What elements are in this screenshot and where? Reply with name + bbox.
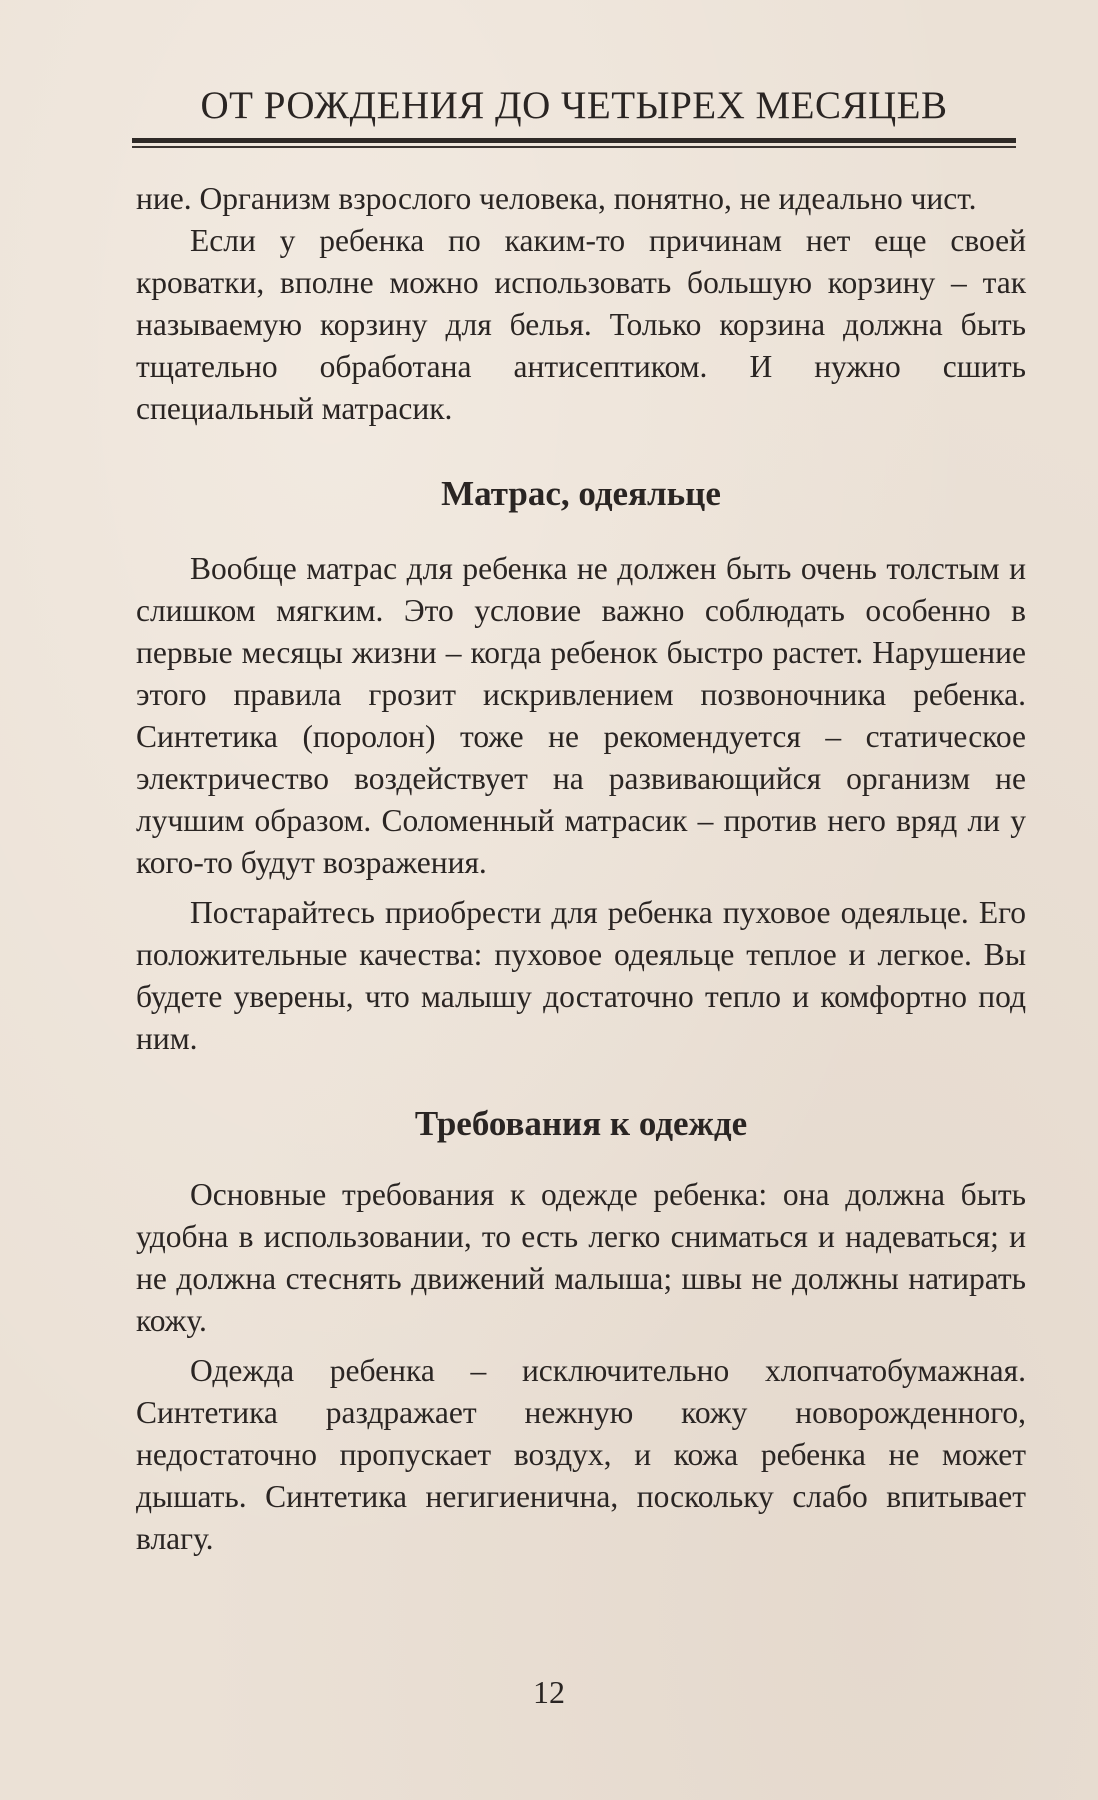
header-rule-thin (132, 146, 1016, 148)
page-number: 12 (533, 1674, 565, 1710)
section-heading-clothing: Требования к одежде (414, 1104, 748, 1143)
continued-paragraph: ние. Организм взрослого человека, понятно, не идеально чист. (136, 181, 977, 216)
section-heading-mattress: Матрас, одеяльце (441, 474, 721, 513)
paragraph-clothing-requirements: Основные требования к одежде ребенка: она должна быть удобна в использовании, то есть легко сниматься и надеваться; и не должна стеснять движений малыша; швы не должны натирать кожу. (136, 1177, 1026, 1338)
paragraph-blanket: Постарайтесь приобрести для ребенка пуховое одеяльце. Его положительные качества: пуховое одеяльце теплое и легкое. Вы будете уверены, что малышу достаточно тепло и комфортно под ним. (136, 895, 1026, 1056)
paragraph-clothing-cotton: Одежда ребенка – исключительно хлопчатобумажная. Синтетика раздражает нежную кожу новорожденного, недостаточно пропускает воздух, и кожа ребенка не может дышать. Синтетика негигиенична, поскольку слабо впитывает влагу. (136, 1353, 1026, 1556)
paragraph-basket: Если у ребенка по каким-то причинам нет еще своей кроватки, вполне можно использовать большую корзину – так называемую корзину для белья. Только корзина должна быть тщательно обработана антисептиком. И нужно сшить специальный матрасик. (136, 223, 1026, 426)
page-body (136, 178, 1026, 1560)
header-rule-thick (132, 138, 1016, 143)
paragraph-mattress: Вообще матрас для ребенка не должен быть очень толстым и слишком мягким. Это условие важно соблюдать особенно в первые месяцы жизни – когда ребенок быстро растет. Нарушение этого правила грозит искривлением позвоночника ребенка. Синтетика (поролон) тоже не рекомендуется – статическое электричество воздействует на развивающийся организм не лучшим образом. Соломенный матрасик – против него вряд ли у кого-то будут возражения. (136, 551, 1026, 880)
running-head: ОТ РОЖДЕНИЯ ДО ЧЕТЫРЕХ МЕСЯЦЕВ (200, 84, 948, 127)
